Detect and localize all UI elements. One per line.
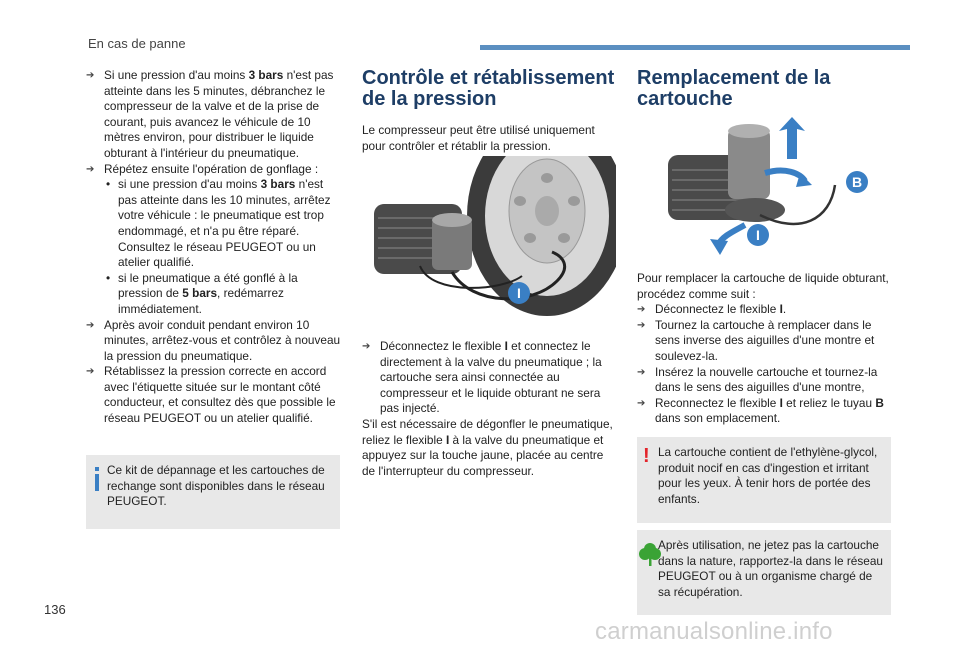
warning-icon: ! (643, 445, 650, 467)
column-right-lower (637, 271, 892, 427)
deflate-paragraph: S'il est nécessaire de dégonfler le pneumatique, reliez le flexible I à la valve du pneumatique et appuyez sur la touche jaune, placée au centre de l'interrupteur du compresseur. (362, 416, 613, 478)
list-item: ➔ Insérez la nouvelle cartouche et tournez-la dans le sens des aiguilles d'une montre, (637, 364, 878, 395)
sub-list-item: • si le pneumatique a été gonflé à la pression de 5 bars, redémarrez immédiatement. (106, 270, 298, 316)
list-item: ➔ Déconnectez le flexible I. (637, 302, 787, 317)
info-box (86, 455, 340, 529)
section-title: En cas de panne (88, 36, 186, 51)
figure-label-i: I (756, 227, 760, 243)
intro-text: Le compresseur peut être utilisé uniquement pour contrôler et rétablir la pression. (362, 123, 595, 153)
list-item: ➔ Reconnectez le flexible I et reliez le tuyau B dans son emplacement. (637, 395, 884, 426)
sub-list-item: • si une pression d'au moins 3 bars n'est pas atteinte dans les 10 minutes, arrêtez votre véhicule : le pneumatique est trop endommagé, et n'a pu être réparé. Consultez le réseau PEUGEOT ou un atelier qualifié. (106, 177, 331, 270)
figure-label-b: B (851, 174, 863, 190)
section-heading: Remplacement de la cartouche (637, 67, 831, 110)
watermark: carmanualsonline.info (595, 618, 833, 645)
arrow-bullet-icon: ➔ (637, 366, 646, 378)
intro-text: Pour remplacer la cartouche de liquide obturant, procédez comme suit : (637, 271, 889, 301)
list-item: ➔ Rétablissez la pression correcte en accord avec l'étiquette située sur le montant côté conducteur, et consultez dès que possible le réseau PEUGEOT ou un atelier qualifié. (86, 364, 336, 426)
column-middle-lower (362, 339, 616, 479)
dot-bullet-icon: • (106, 270, 111, 285)
list-item: ➔ Si une pression d'au moins 3 bars n'est pas atteinte dans les 5 minutes, débranchez le compresseur de la valve et de la prise de courant, puis avancez le véhicule de 10 mètres environ, pour distribuer le liquide obturant à l'intérieur du pneumatique. (86, 68, 334, 160)
arrow-bullet-icon: ➔ (86, 163, 95, 175)
list-item: ➔ Après avoir conduit pendant environ 10 minutes, arrêtez-vous et contrôlez à nouveau la pression du pneumatique. (86, 317, 341, 363)
arrow-bullet-icon: ➔ (86, 319, 95, 331)
arrow-bullet-icon: ➔ (637, 304, 646, 316)
compressor-wheel-illustration (362, 156, 616, 321)
cartridge-replacement-illustration (660, 115, 875, 265)
info-text: Ce kit de dépannage et les cartouches de rechange sont disponibles dans le réseau PEUGEOT. (107, 463, 325, 509)
arrow-bullet-icon: ➔ (637, 397, 646, 409)
list-item: ➔ Répétez ensuite l'opération de gonflage : (86, 161, 319, 176)
list-item: ➔ Tournez la cartouche à remplacer dans le sens inverse des aiguilles d'une montre et soulevez-la. (637, 317, 875, 363)
column-right (637, 68, 892, 110)
info-icon (92, 467, 102, 491)
eco-box (637, 530, 891, 615)
arrow-bullet-icon: ➔ (637, 319, 646, 331)
arrow-bullet-icon: ➔ (86, 70, 95, 81)
dot-bullet-icon: • (106, 177, 111, 192)
page-number: 136 (44, 602, 66, 617)
column-left (86, 68, 341, 427)
column-middle (362, 68, 616, 154)
figure-label-i: I (517, 285, 521, 301)
section-heading: Contrôle et rétablissement de la pression (362, 67, 615, 110)
warning-text: La cartouche contient de l'ethylène-glycol, produit nocif en cas d'ingestion et irritant pour les yeux. À tenir hors de portée des enfants. (658, 445, 878, 506)
warning-box (637, 437, 891, 523)
header-accent-bar (480, 45, 910, 50)
eco-text: Après utilisation, ne jetez pas la cartouche dans la nature, rapportez-la dans le réseau PEUGEOT ou à un organisme chargé de sa récupération. (658, 538, 883, 599)
list-item: ➔ Déconnectez le flexible I et connectez le directement à la valve du pneumatique ; la cartouche sera ainsi connectée au compresseur et le liquide obturant ne sera pas injecté. (362, 339, 602, 416)
arrow-bullet-icon: ➔ (86, 366, 95, 378)
arrow-bullet-icon: ➔ (362, 341, 371, 352)
